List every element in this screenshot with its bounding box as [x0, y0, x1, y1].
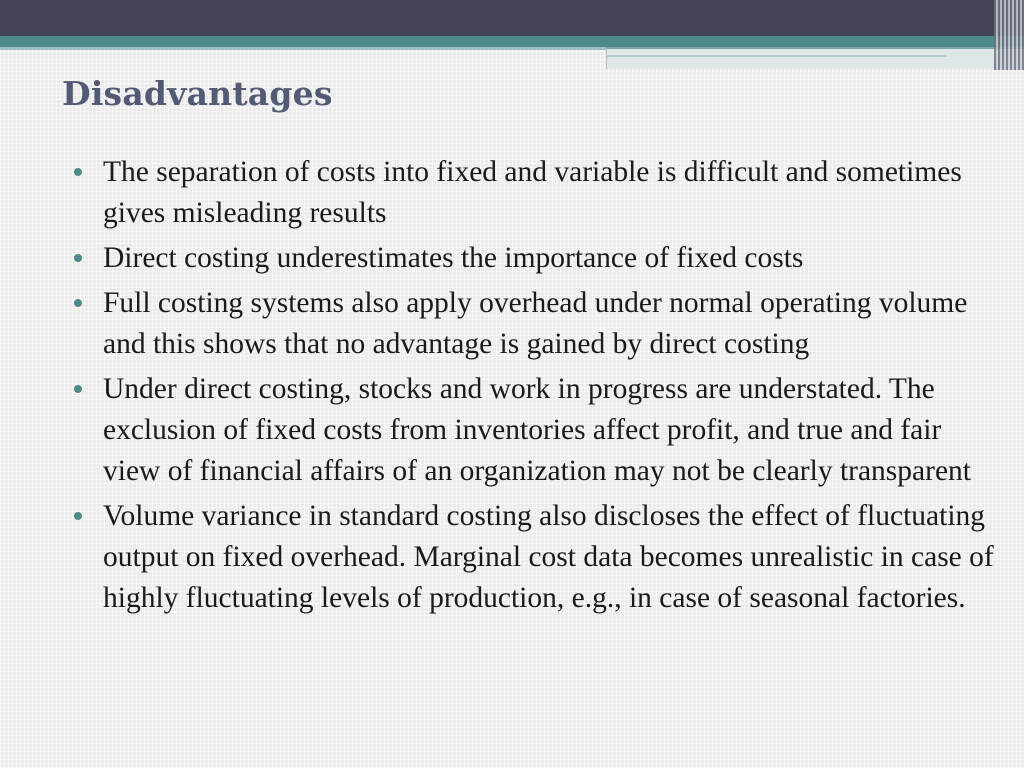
bullet-text: Direct costing underestimates the importance of fixed costs	[103, 242, 804, 274]
bullet-item	[72, 496, 1002, 619]
slide-title: Disadvantages	[62, 74, 333, 113]
bullet-text: Full costing systems also apply overhead under normal operating volume and this shows that no advantage is gained by direct costing	[103, 287, 968, 360]
bullet-item	[72, 283, 1002, 365]
accent-box	[606, 47, 1024, 69]
bullet-marker-icon	[74, 254, 82, 262]
bullet-marker-icon	[74, 299, 82, 307]
bullet-item	[72, 152, 1002, 234]
bullet-list	[72, 152, 1002, 623]
bullet-item	[72, 238, 1002, 279]
bullet-marker-icon	[74, 168, 82, 176]
bullet-text: Volume variance in standard costing also discloses the effect of fluctuating output on fixed overhead. Marginal cost data becomes unrealistic in case of highly fluctuating levels of production, e.g., in case of seasonal factories.	[103, 500, 994, 614]
bullet-item	[72, 369, 1002, 492]
bullet-marker-icon	[74, 385, 82, 393]
header-band	[0, 0, 1024, 36]
decorative-stripes	[994, 0, 1024, 70]
bullet-marker-icon	[74, 512, 82, 520]
accent-band	[0, 36, 1024, 47]
bullet-text: Under direct costing, stocks and work in progress are understated. The exclusion of fixed costs from inventories affect profit, and true and fair view of financial affairs of an organization may not be clearly transparent	[103, 373, 971, 487]
accent-band-light	[0, 47, 606, 50]
bullet-text: The separation of costs into fixed and variable is difficult and sometimes gives misleading results	[103, 156, 962, 229]
